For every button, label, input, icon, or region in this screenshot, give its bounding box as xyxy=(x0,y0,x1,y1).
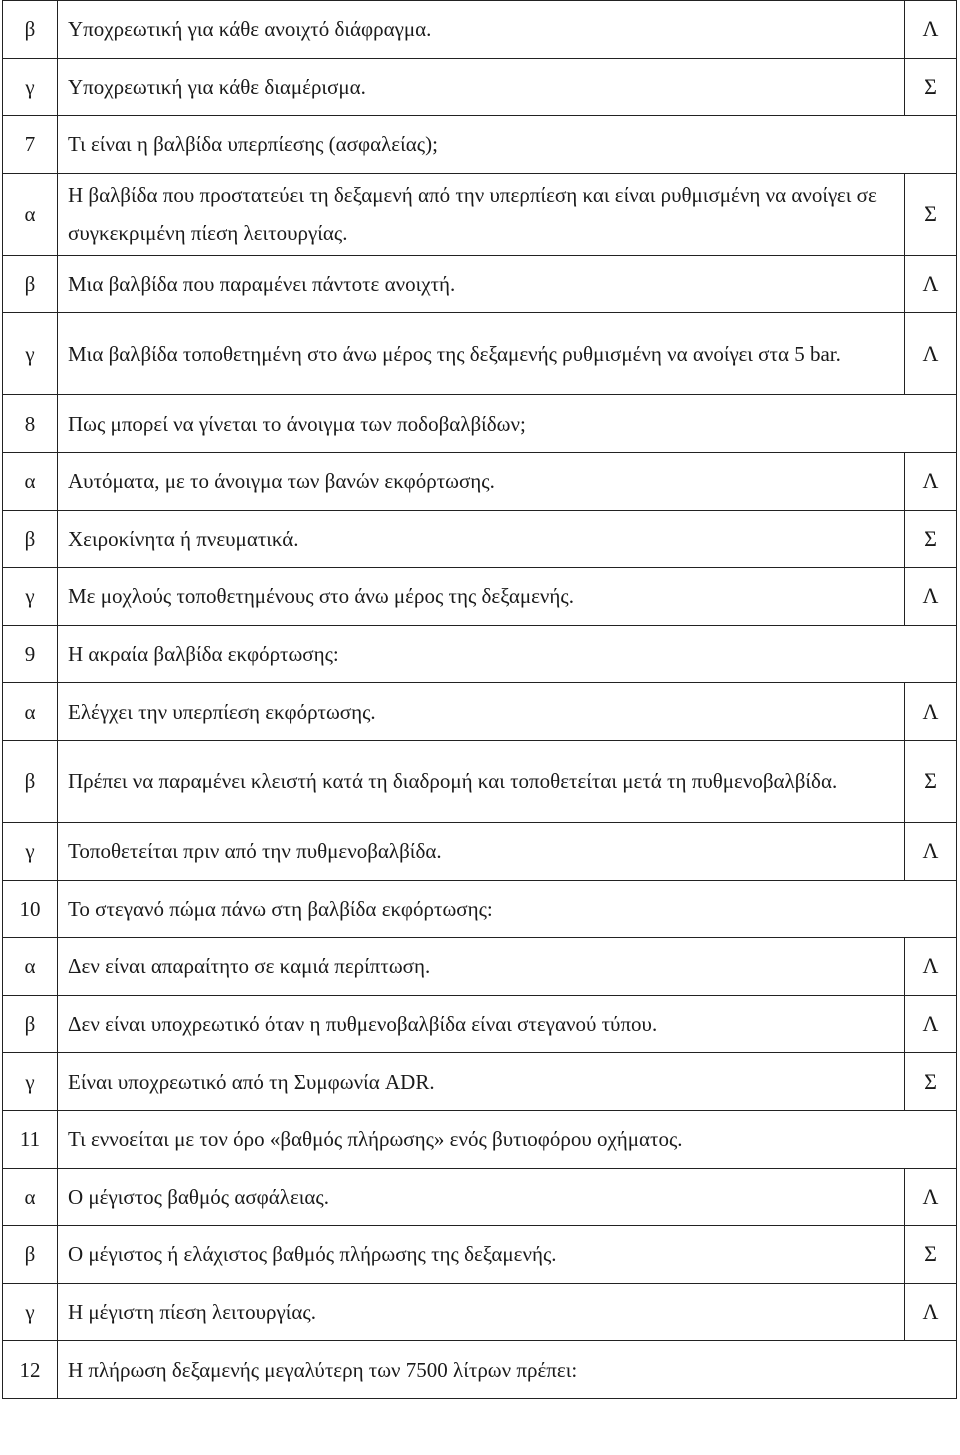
question-text-cell xyxy=(58,116,957,174)
question-row xyxy=(3,625,957,683)
true-false-answer: Λ xyxy=(905,938,957,996)
option-letter: α xyxy=(3,938,58,996)
question-row xyxy=(3,395,957,453)
option-letter: β xyxy=(3,510,58,568)
true-false-answer: Λ xyxy=(905,568,957,626)
option-text: Είναι υποχρεωτικό από τη Συμφωνία ADR. xyxy=(68,1069,435,1094)
option-text: Ελέγχει την υπερπίεση εκφόρτωσης. xyxy=(68,699,376,724)
question-text: Η ακραία βαλβίδα εκφόρτωσης: xyxy=(68,642,339,667)
option-text: Μια βαλβίδα τοποθετημένη στο άνω μέρος της δεξαμενής ρυθμισμένη να ανοίγει στα 5 bar. xyxy=(68,341,841,366)
question-row xyxy=(3,1341,957,1399)
question-number: 7 xyxy=(3,116,58,174)
option-text: Η μέγιστη πίεση λειτουργίας. xyxy=(68,1299,317,1324)
option-letter: γ xyxy=(3,58,58,116)
option-text: Η βαλβίδα που προστατεύει τη δεξαμενή από την υπερπίεση και είναι ρυθμισμένη να ανοίγει σε συγκεκριμένη πίεση λειτουργίας. xyxy=(68,183,877,246)
option-text: Χειροκίνητα ή πνευματικά. xyxy=(68,526,299,551)
question-text: Πως μπορεί να γίνεται το άνοιγμα των ποδοβαλβίδων; xyxy=(68,411,526,436)
true-false-answer: Λ xyxy=(905,313,957,395)
true-false-answer: Λ xyxy=(905,1168,957,1226)
answer-option-row xyxy=(3,1168,957,1226)
answer-option-row xyxy=(3,452,957,510)
option-text: Μια βαλβίδα που παραμένει πάντοτε ανοιχτή. xyxy=(68,272,456,297)
option-letter: γ xyxy=(3,1283,58,1341)
option-text: Δεν είναι απαραίτητο σε καμιά περίπτωση. xyxy=(68,954,431,979)
option-letter: α xyxy=(3,1168,58,1226)
option-letter: β xyxy=(3,255,58,313)
true-false-answer: Λ xyxy=(905,822,957,880)
question-text: Τι είναι η βαλβίδα υπερπίεσης (ασφαλείας); xyxy=(68,132,438,157)
option-text: Ο μέγιστος βαθμός ασφάλειας. xyxy=(68,1184,329,1209)
question-text: Η πλήρωση δεξαμενής μεγαλύτερη των 7500 λίτρων πρέπει: xyxy=(68,1357,578,1382)
answer-option-row xyxy=(3,173,957,255)
question-text-cell xyxy=(58,395,957,453)
option-text: Πρέπει να παραμένει κλειστή κατά τη διαδρομή και τοποθετείται μετά τη πυθμενοβαλβίδα. xyxy=(68,769,838,794)
option-text-cell xyxy=(58,938,905,996)
question-text-cell xyxy=(58,880,957,938)
question-text-cell xyxy=(58,625,957,683)
true-false-answer: Λ xyxy=(905,1283,957,1341)
option-text-cell xyxy=(58,995,905,1053)
option-letter: α xyxy=(3,452,58,510)
option-letter: γ xyxy=(3,313,58,395)
option-letter: β xyxy=(3,740,58,822)
option-text-cell xyxy=(58,822,905,880)
true-false-answer: Λ xyxy=(905,452,957,510)
true-false-answer: Σ xyxy=(905,1226,957,1284)
question-text-cell xyxy=(58,1341,957,1399)
option-text-cell xyxy=(58,740,905,822)
true-false-answer: Λ xyxy=(905,683,957,741)
answer-option-row xyxy=(3,313,957,395)
true-false-answer: Λ xyxy=(905,995,957,1053)
true-false-answer: Λ xyxy=(905,1,957,59)
answer-option-row xyxy=(3,1,957,59)
answer-option-row xyxy=(3,1226,957,1284)
answer-option-row xyxy=(3,822,957,880)
option-text-cell xyxy=(58,173,905,255)
answer-option-row xyxy=(3,58,957,116)
option-text: Δεν είναι υποχρεωτικό όταν η πυθμενοβαλβίδα είναι στεγανού τύπου. xyxy=(68,1012,658,1037)
option-text: Αυτόματα, με το άνοιγμα των βανών εκφόρτωσης. xyxy=(68,469,495,494)
option-text-cell xyxy=(58,1283,905,1341)
option-letter: α xyxy=(3,173,58,255)
answer-option-row xyxy=(3,568,957,626)
true-false-answer: Σ xyxy=(905,1053,957,1111)
option-text-cell xyxy=(58,452,905,510)
option-text-cell xyxy=(58,255,905,313)
option-text-cell xyxy=(58,1053,905,1111)
question-number: 8 xyxy=(3,395,58,453)
option-text-cell xyxy=(58,568,905,626)
option-text-cell xyxy=(58,1226,905,1284)
answer-option-row xyxy=(3,995,957,1053)
question-text: Τι εννοείται με τον όρο «βαθμός πλήρωσης» ενός βυτιοφόρου οχήματος. xyxy=(68,1127,683,1152)
option-letter: γ xyxy=(3,568,58,626)
question-number: 11 xyxy=(3,1110,58,1168)
true-false-answer: Λ xyxy=(905,255,957,313)
option-text-cell xyxy=(58,313,905,395)
question-number: 9 xyxy=(3,625,58,683)
option-text: Τοποθετείται πριν από την πυθμενοβαλβίδα. xyxy=(68,839,442,864)
question-row xyxy=(3,880,957,938)
quiz-table-body xyxy=(3,1,957,1399)
answer-option-row xyxy=(3,1283,957,1341)
option-letter: γ xyxy=(3,822,58,880)
option-letter: β xyxy=(3,995,58,1053)
answer-option-row xyxy=(3,510,957,568)
true-false-answer: Σ xyxy=(905,173,957,255)
true-false-answer: Σ xyxy=(905,740,957,822)
question-text-cell xyxy=(58,1110,957,1168)
answer-option-row xyxy=(3,1053,957,1111)
true-false-answer: Σ xyxy=(905,58,957,116)
option-letter: β xyxy=(3,1,58,59)
answer-option-row xyxy=(3,740,957,822)
answer-option-row xyxy=(3,683,957,741)
question-number: 10 xyxy=(3,880,58,938)
option-letter: γ xyxy=(3,1053,58,1111)
option-letter: β xyxy=(3,1226,58,1284)
answer-option-row xyxy=(3,255,957,313)
option-text-cell xyxy=(58,510,905,568)
option-text-cell xyxy=(58,683,905,741)
true-false-answer: Σ xyxy=(905,510,957,568)
option-text: Ο μέγιστος ή ελάχιστος βαθμός πλήρωσης της δεξαμενής. xyxy=(68,1242,557,1267)
option-text: Υποχρεωτική για κάθε διαμέρισμα. xyxy=(68,74,366,99)
question-row xyxy=(3,1110,957,1168)
question-text: Το στεγανό πώμα πάνω στη βαλβίδα εκφόρτωσης: xyxy=(68,896,493,921)
option-text-cell xyxy=(58,58,905,116)
option-letter: α xyxy=(3,683,58,741)
question-row xyxy=(3,116,957,174)
option-text: Υποχρεωτική για κάθε ανοιχτό διάφραγμα. xyxy=(68,17,432,42)
answer-option-row xyxy=(3,938,957,996)
option-text: Με μοχλούς τοποθετημένους στο άνω μέρος της δεξαμενής. xyxy=(68,584,574,609)
option-text-cell xyxy=(58,1168,905,1226)
option-text-cell xyxy=(58,1,905,59)
question-number: 12 xyxy=(3,1341,58,1399)
quiz-table xyxy=(2,0,957,1399)
